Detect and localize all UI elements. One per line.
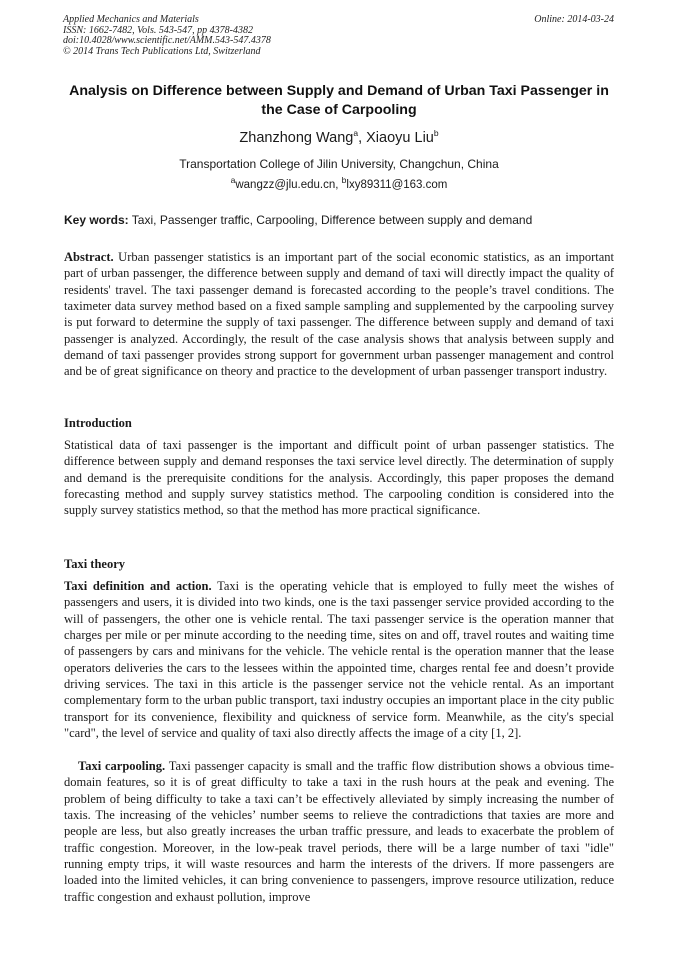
introduction-paragraph: Statistical data of taxi passenger is the important and difficult point of urban passenger statistics. The difference between supply and demand responses the taxi service level directly. The determination of supply and demand is the prerequisite conditions for the analysis. Accordingly, this paper proposes the demand forecasting method and supply survey statistics method. The carpooling condition is considered into the supply survey statistics method, so that the method has more practical significance.	[64, 438, 614, 518]
keywords-label: Key words:	[64, 213, 129, 227]
email-address: wangzz@jlu.edu.cn,	[235, 179, 342, 191]
email-address: lxy89311@163.com	[346, 179, 448, 191]
section-heading-taxi-theory: Taxi theory	[64, 557, 125, 571]
journal-name: Applied Mechanics and Materials	[63, 14, 199, 25]
email-line	[60, 175, 618, 193]
taxi-carpooling-paragraph	[64, 758, 614, 905]
abstract	[64, 249, 614, 380]
subsection-label: Taxi definition and action.	[64, 579, 212, 593]
author-line	[60, 129, 618, 147]
copyright-line: © 2014 Trans Tech Publications Ltd, Switzerland	[63, 45, 261, 57]
author-superscript: b	[433, 128, 439, 139]
author-separator: ,	[358, 130, 367, 146]
keywords	[64, 213, 616, 228]
taxi-definition-paragraph	[64, 578, 614, 741]
author-name: Zhanzhong Wang	[239, 130, 354, 146]
paragraph-text: Taxi passenger capacity is small and the traffic flow distribution shows a obvious time-domain features, so it is of great difficulty to take a taxi in the rush hours at the peak and evening. The problem of being difficulty to take a taxi can’t be effectively alleviated by simply increasing the number of taxis. The increasing of the vehicles’ number seems to relieve the contradictions that taxies are more and people are less, but also greatly increases the urban traffic pressure, and leads to exacerbate the problem of traffic congestion. Moreover, in the low-peak travel periods, there will be a large number of taxi "idle" running empty trips, it will waste resources and harm the interests of the drivers. If more passengers are loaded into the limited vehicles, it can bring convenience to passengers, improve resource utilization, reduce traffic congestion and exhaust pollution, improve	[64, 759, 614, 904]
keywords-text: Taxi, Passenger traffic, Carpooling, Difference between supply and demand	[128, 213, 533, 227]
author-name: Xiaoyu Liu	[366, 130, 434, 146]
affiliation: Transportation College of Jilin University, Changchun, China	[179, 157, 499, 171]
doi-line: doi:10.4028/www.scientific.net/AMM.543-547.4378	[63, 35, 271, 46]
issn-line: ISSN: 1662-7482, Vols. 543-547, pp 4378-4382	[63, 24, 253, 36]
paragraph-text: Taxi is the operating vehicle that is employed to fully meet the wishes of passengers and users, it is divided into two kinds, one is the taxi passenger service provided according to the will of passengers, the other one is vehicle rental. The taxi passenger service is the operation manner that charges per mile or per minute according to the needing time, sites on and off, travel routes and waiting time of passengers by cars and minivans for the vehicle. The vehicle rental is the operation manner that the lease operators deliveries the cars to the lessees within the appointed time, charges rental fee and doesn’t provide driving services. The taxi in this article is the passenger service not the vehicle rental. As an important complementary form to the urban public transport, taxi industry occupies an important place in the city public transport for its convenience, flexibility and quickness of service form. Meanwhile, as the city's special "card", the level of service and quality of taxi also directly affects the image of a city [1, 2].	[64, 579, 614, 741]
email-superscript: b	[341, 175, 347, 186]
abstract-label: Abstract.	[64, 250, 114, 264]
journal-header	[63, 15, 271, 57]
section-heading-introduction: Introduction	[64, 416, 132, 430]
online-date: Online: 2014-03-24	[534, 14, 614, 25]
abstract-text: Urban passenger statistics is an important part of the social economic statistics, as an important part of urban passenger, the difference between supply and demand of taxi will directly impact the quality of residents' travel. The taxi passenger demand is forecasted according to the people’s travel conditions. The taximeter data survey method based on a fixed sample sampling and supplemented by the carpooling survey is put forward to determine the supply of taxi passenger. The difference between supply and demand of taxi passenger is analyzed. Accordingly, the result of the case analysis shows that analysis between supply and demand of taxi passenger provides strong support for government urban passenger management and control and be of great significance on theory and practice to the development of urban passenger transport industry.	[64, 250, 614, 379]
subsection-label: Taxi carpooling.	[78, 759, 166, 773]
email-superscript: a	[230, 175, 236, 186]
paper-title: Analysis on Difference between Supply and Demand of Urban Taxi Passenger in the Case of Carpooling	[69, 83, 609, 118]
author-superscript: a	[353, 128, 359, 139]
